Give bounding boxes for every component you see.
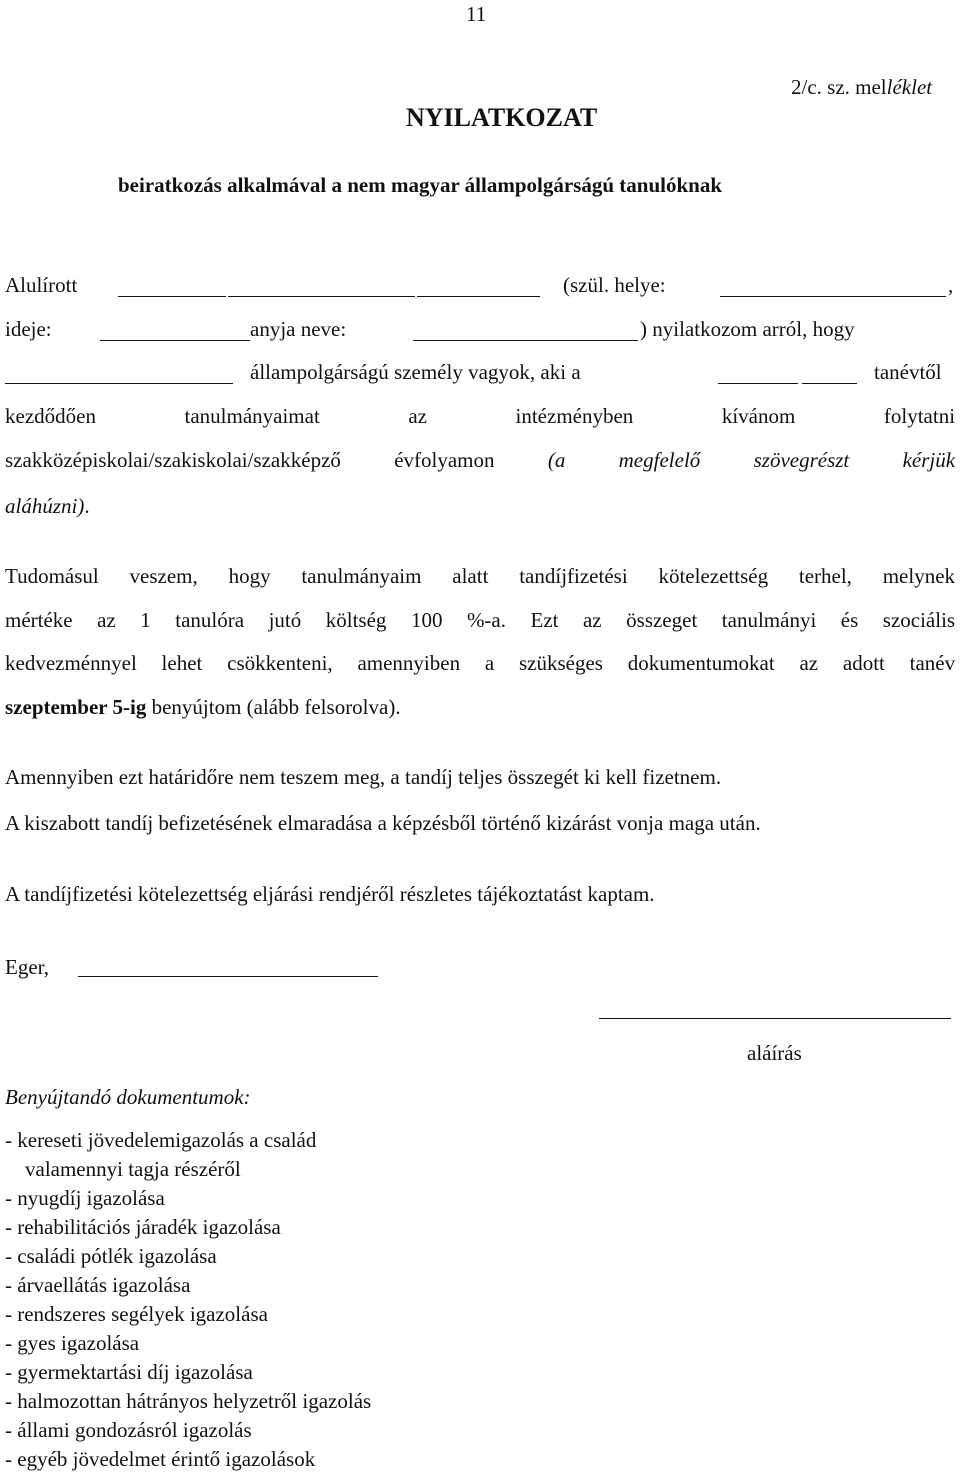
- doc-item: - nyugdíj igazolása: [5, 1186, 165, 1210]
- word: amennyiben: [357, 651, 461, 675]
- signature-label: aláírás: [747, 1041, 802, 1065]
- word: intézményben: [515, 404, 634, 428]
- word: adott: [842, 651, 885, 675]
- comma: ,: [948, 273, 954, 297]
- doc-item: - gyes igazolása: [5, 1331, 140, 1355]
- doc-item: - családi pótlék igazolása: [5, 1244, 217, 1268]
- date-blank[interactable]: [78, 976, 378, 977]
- word: Tudomásul: [5, 564, 99, 588]
- para1-line-4-rest: benyújtom (alább felsorolva).: [146, 695, 401, 719]
- doc-item: - gyermektartási díj igazolása: [5, 1360, 253, 1384]
- word: veszem,: [129, 564, 198, 588]
- word: Ezt: [530, 608, 559, 632]
- doc-item: - egyéb jövedelmet érintő igazolások: [5, 1447, 316, 1471]
- word: költség: [325, 608, 387, 632]
- period: .: [84, 494, 90, 518]
- doc-item: - rehabilitációs járadék igazolása: [5, 1215, 281, 1239]
- annex-label-regular: 2/c. sz. mel: [791, 75, 887, 99]
- page-title: NYILATKOZAT: [406, 103, 598, 132]
- word: folytatni: [883, 404, 956, 428]
- word: tanulmányi: [721, 608, 817, 632]
- docs-heading: Benyújtandó dokumentumok:: [5, 1085, 251, 1109]
- anyja-label: anyja neve:: [250, 317, 347, 341]
- name-blank-1[interactable]: [118, 296, 226, 297]
- form-line-6: [5, 496, 90, 517]
- word: hogy: [228, 564, 271, 588]
- page-subtitle: beiratkozás alkalmával a nem magyar állampolgárságú tanulóknak: [118, 173, 722, 197]
- word: kívánom: [721, 404, 796, 428]
- deadline-text: szeptember 5-ig: [5, 695, 147, 719]
- word: 1: [140, 608, 151, 632]
- alahuzni-text: aláhúzni): [5, 494, 85, 518]
- word: terhel,: [798, 564, 852, 588]
- page-number: 11: [466, 2, 487, 26]
- word: tanulmányaim: [301, 564, 422, 588]
- word: évfolyamon: [394, 448, 495, 472]
- word: melynek: [882, 564, 956, 588]
- word: szakközépiskolai/szakiskolai/szakképző: [5, 448, 341, 472]
- word: alatt: [452, 564, 489, 588]
- word: az: [799, 651, 819, 675]
- word: kedvezménnyel: [5, 651, 137, 675]
- annex-label-italic: léklet: [886, 75, 933, 99]
- form-line-5: [5, 450, 955, 471]
- para1-line-4: [5, 697, 401, 718]
- school-year-blank-1[interactable]: [718, 383, 798, 384]
- word: csökkenteni,: [227, 651, 333, 675]
- word: mértéke: [5, 608, 73, 632]
- doc-item: - kereseti jövedelemigazolás a család: [5, 1128, 317, 1152]
- name-blank-2[interactable]: [228, 296, 415, 297]
- school-year-blank-2[interactable]: [802, 383, 857, 384]
- annex-label: [791, 77, 932, 98]
- allampolgarsagu-text: állampolgárságú személy vagyok, aki a: [250, 360, 581, 384]
- doc-item: - halmozottan hátrányos helyzetről igazolás: [5, 1389, 372, 1413]
- name-blank-3[interactable]: [417, 296, 540, 297]
- para3: A tandíjfizetési kötelezettség eljárási rendjéről részletes tájékoztatást kaptam.: [5, 882, 655, 906]
- alulirott-label: Alulírott: [5, 273, 78, 297]
- para1-line-3: [5, 653, 955, 674]
- word: tandíjfizetési: [519, 564, 628, 588]
- signature-blank[interactable]: [599, 1018, 951, 1019]
- birthdate-blank[interactable]: [100, 340, 250, 341]
- doc-item: - árvaellátás igazolása: [5, 1273, 191, 1297]
- word: megfelelő: [618, 448, 701, 472]
- szul-label: (szül. helye:: [563, 273, 666, 297]
- doc-item: - állami gondozásról igazolás: [5, 1418, 252, 1442]
- nyilatkozom-text: ) nyilatkozom arról, hogy: [640, 317, 855, 341]
- para1-line-2: [5, 610, 955, 631]
- para1-line-1: [5, 566, 955, 587]
- tanevtol-text: tanévtől: [874, 360, 942, 384]
- word: az: [582, 608, 602, 632]
- word: tanulmányaimat: [184, 404, 320, 428]
- word: tanév: [909, 651, 956, 675]
- word: szociális: [882, 608, 956, 632]
- word: szükséges: [518, 651, 603, 675]
- word: jutó: [268, 608, 302, 632]
- place-label: Eger,: [5, 955, 50, 979]
- ideje-label: ideje:: [5, 317, 52, 341]
- para2-line-1: Amennyiben ezt határidőre nem teszem meg, a tandíj teljes összegét ki kell fizetnem.: [5, 765, 722, 789]
- word: kezdődően: [5, 404, 96, 428]
- word: lehet: [161, 651, 203, 675]
- word: az: [97, 608, 116, 632]
- word: 100: [410, 608, 443, 632]
- word: dokumentumokat: [627, 651, 775, 675]
- word: és: [840, 608, 859, 632]
- word: (a: [547, 448, 566, 472]
- form-line-4: [5, 406, 955, 427]
- word: a: [484, 651, 495, 675]
- word: kötelezettség: [658, 564, 769, 588]
- word: összeget: [626, 608, 698, 632]
- para2-line-2: A kiszabott tandíj befizetésének elmaradása a képzésből történő kizárást vonja maga után.: [5, 811, 761, 835]
- word: szövegrészt: [753, 448, 850, 472]
- doc-item: valamennyi tagja részéről: [25, 1157, 241, 1181]
- doc-item: - rendszeres segélyek igazolása: [5, 1302, 268, 1326]
- word: %-a.: [466, 608, 506, 632]
- word: az: [408, 404, 427, 428]
- citizenship-blank[interactable]: [5, 383, 233, 384]
- birthplace-blank[interactable]: [720, 296, 946, 297]
- mother-name-blank[interactable]: [413, 340, 638, 341]
- word: tanulóra: [175, 608, 245, 632]
- word: kérjük: [902, 448, 956, 472]
